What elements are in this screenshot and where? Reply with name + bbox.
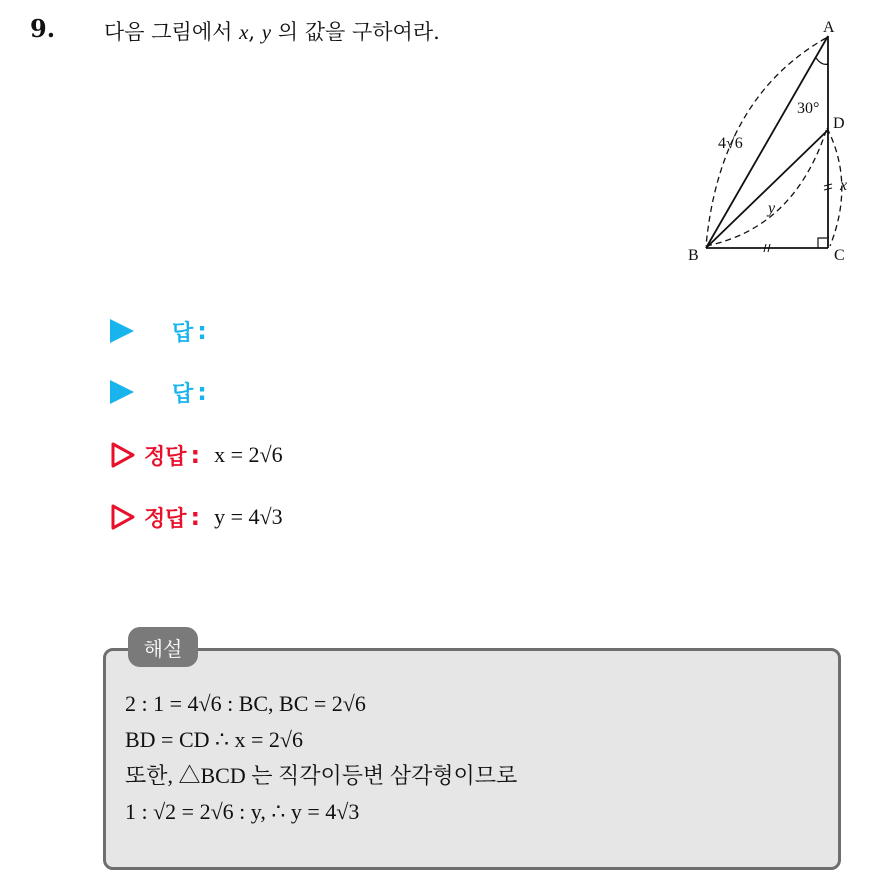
question-text-before: 다음 그림에서: [104, 20, 240, 44]
solution-text: [125, 686, 517, 830]
answer-label: 답: [172, 320, 194, 346]
outline-arrow-icon: [110, 504, 136, 530]
label-a: A: [823, 19, 835, 36]
variable-y: y: [261, 20, 272, 44]
answer-colon: :: [197, 317, 207, 345]
outline-arrow-icon: [110, 442, 136, 468]
label-y: y: [768, 200, 776, 217]
correct-label: 정답: [144, 444, 187, 470]
correct-label: 정답: [144, 506, 187, 532]
label-d: D: [833, 115, 845, 132]
play-arrow-icon: [110, 319, 134, 343]
correct-colon: :: [190, 503, 201, 531]
answer-blank-1: [110, 311, 207, 351]
play-arrow-icon: [110, 380, 134, 404]
label-b: B: [688, 247, 699, 264]
solution-line-4: 1 : √2 = 2√6 : y, ∴ y = 4√3: [125, 799, 360, 824]
solution-tag: 해설: [128, 627, 198, 667]
answer-blank-2: [110, 372, 207, 412]
solution-line-1: 2 : 1 = 4√6 : BC, BC = 2√6: [125, 691, 366, 716]
variable-x: x: [239, 20, 249, 44]
question-text: [104, 16, 440, 46]
question-comma: ,: [248, 20, 262, 44]
angle-arc-a: [816, 58, 828, 64]
label-c: C: [834, 247, 845, 264]
label-angle: 30°: [797, 100, 820, 117]
answer-label: 답: [172, 381, 194, 407]
geometry-figure: [680, 18, 880, 268]
question-number: 9.: [30, 14, 56, 43]
correct-answer-1: [110, 435, 283, 475]
label-x: x: [840, 177, 848, 194]
correct-colon: :: [190, 441, 201, 469]
question-text-after: 의 값을 구하여라.: [271, 20, 440, 44]
correct-value: y = 4√3: [214, 504, 283, 529]
correct-value: x = 2√6: [214, 442, 283, 467]
correct-answer-2: [110, 497, 283, 537]
answer-colon: :: [197, 378, 207, 406]
label-ab-length: 4√6: [718, 135, 743, 152]
right-angle-mark: [818, 238, 828, 248]
solution-line-3: 또한, △BCD 는 직각이등변 삼각형이므로: [125, 763, 518, 788]
solution-line-2: BD = CD ∴ x = 2√6: [125, 727, 304, 752]
